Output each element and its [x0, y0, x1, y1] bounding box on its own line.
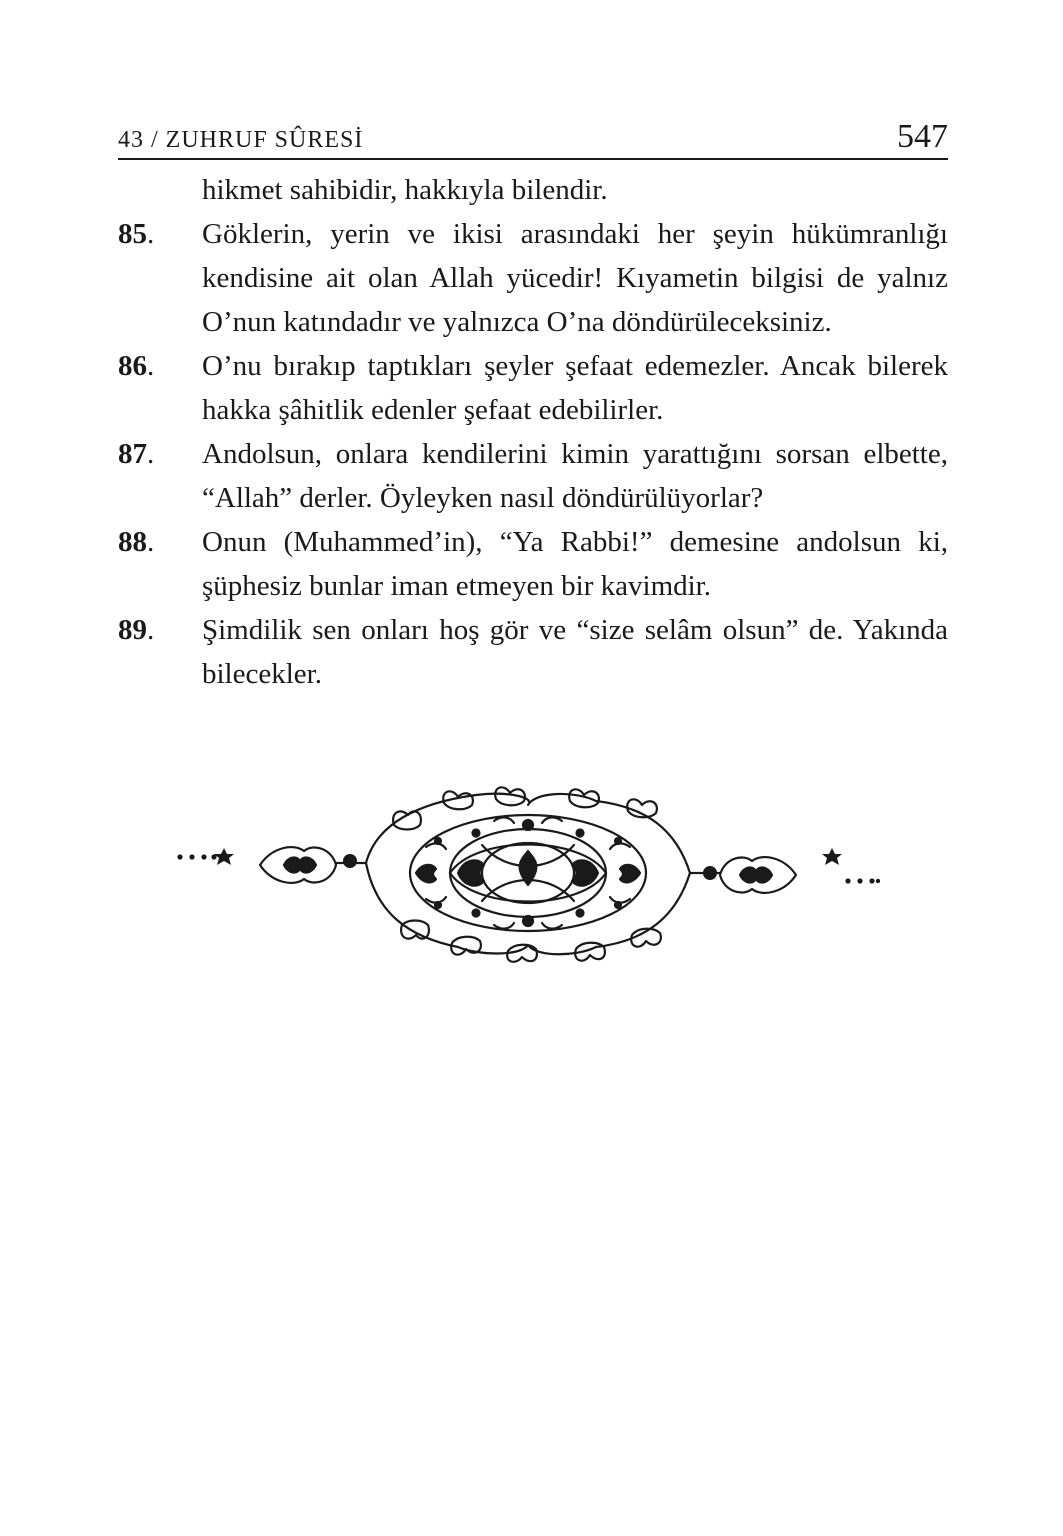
verse-text: O’nu bırakıp taptıkları şeyler şefaat edemezler. Ancak bilerek hakka şâhitlik edenler şefaat edebilirler. — [202, 350, 948, 426]
verse-number: 86. — [118, 350, 155, 382]
surah-title: 43 / ZUHRUF SÛRESİ — [118, 127, 364, 153]
verse-text: hikmet sahibidir, hakkıyla bilendir. — [202, 174, 608, 206]
verse-text: Andolsun, onlara kendilerini kimin yarattığını sorsan elbette, “Allah” derler. Öyleyken nasıl döndürülüyorlar? — [202, 438, 948, 514]
verse-text: Onun (Muhammed’in), “Ya Rabbi!” demesine andolsun ki, şüphesiz bunlar iman etmeyen bir kavimdir. — [202, 526, 948, 602]
page-number: 547 — [897, 118, 948, 155]
continuation-text — [118, 168, 948, 212]
verse-text: Göklerin, yerin ve ikisi arasındaki her şeyin hükümranlığı kendisine ait olan Allah yücedir! Kıyametin bilgisi de yalnız O’nun katındadır ve yalnızca O’na döndürüleceksiniz. — [202, 218, 948, 338]
verse-87 — [118, 432, 948, 520]
running-header — [118, 112, 948, 160]
verse-number: 89. — [118, 614, 155, 646]
verse-number: 88. — [118, 526, 155, 558]
verse-number: 85. — [118, 218, 155, 250]
floral-ornament-icon — [176, 785, 880, 965]
verse-86 — [118, 344, 948, 432]
verse-number: 87. — [118, 438, 155, 470]
verse-89 — [118, 608, 948, 696]
verse-list — [118, 168, 948, 696]
verse-88 — [118, 520, 948, 608]
verse-85 — [118, 212, 948, 344]
verse-text: Şimdilik sen onları hoş gör ve “size selâm olsun” de. Yakında bilecekler. — [202, 614, 948, 690]
